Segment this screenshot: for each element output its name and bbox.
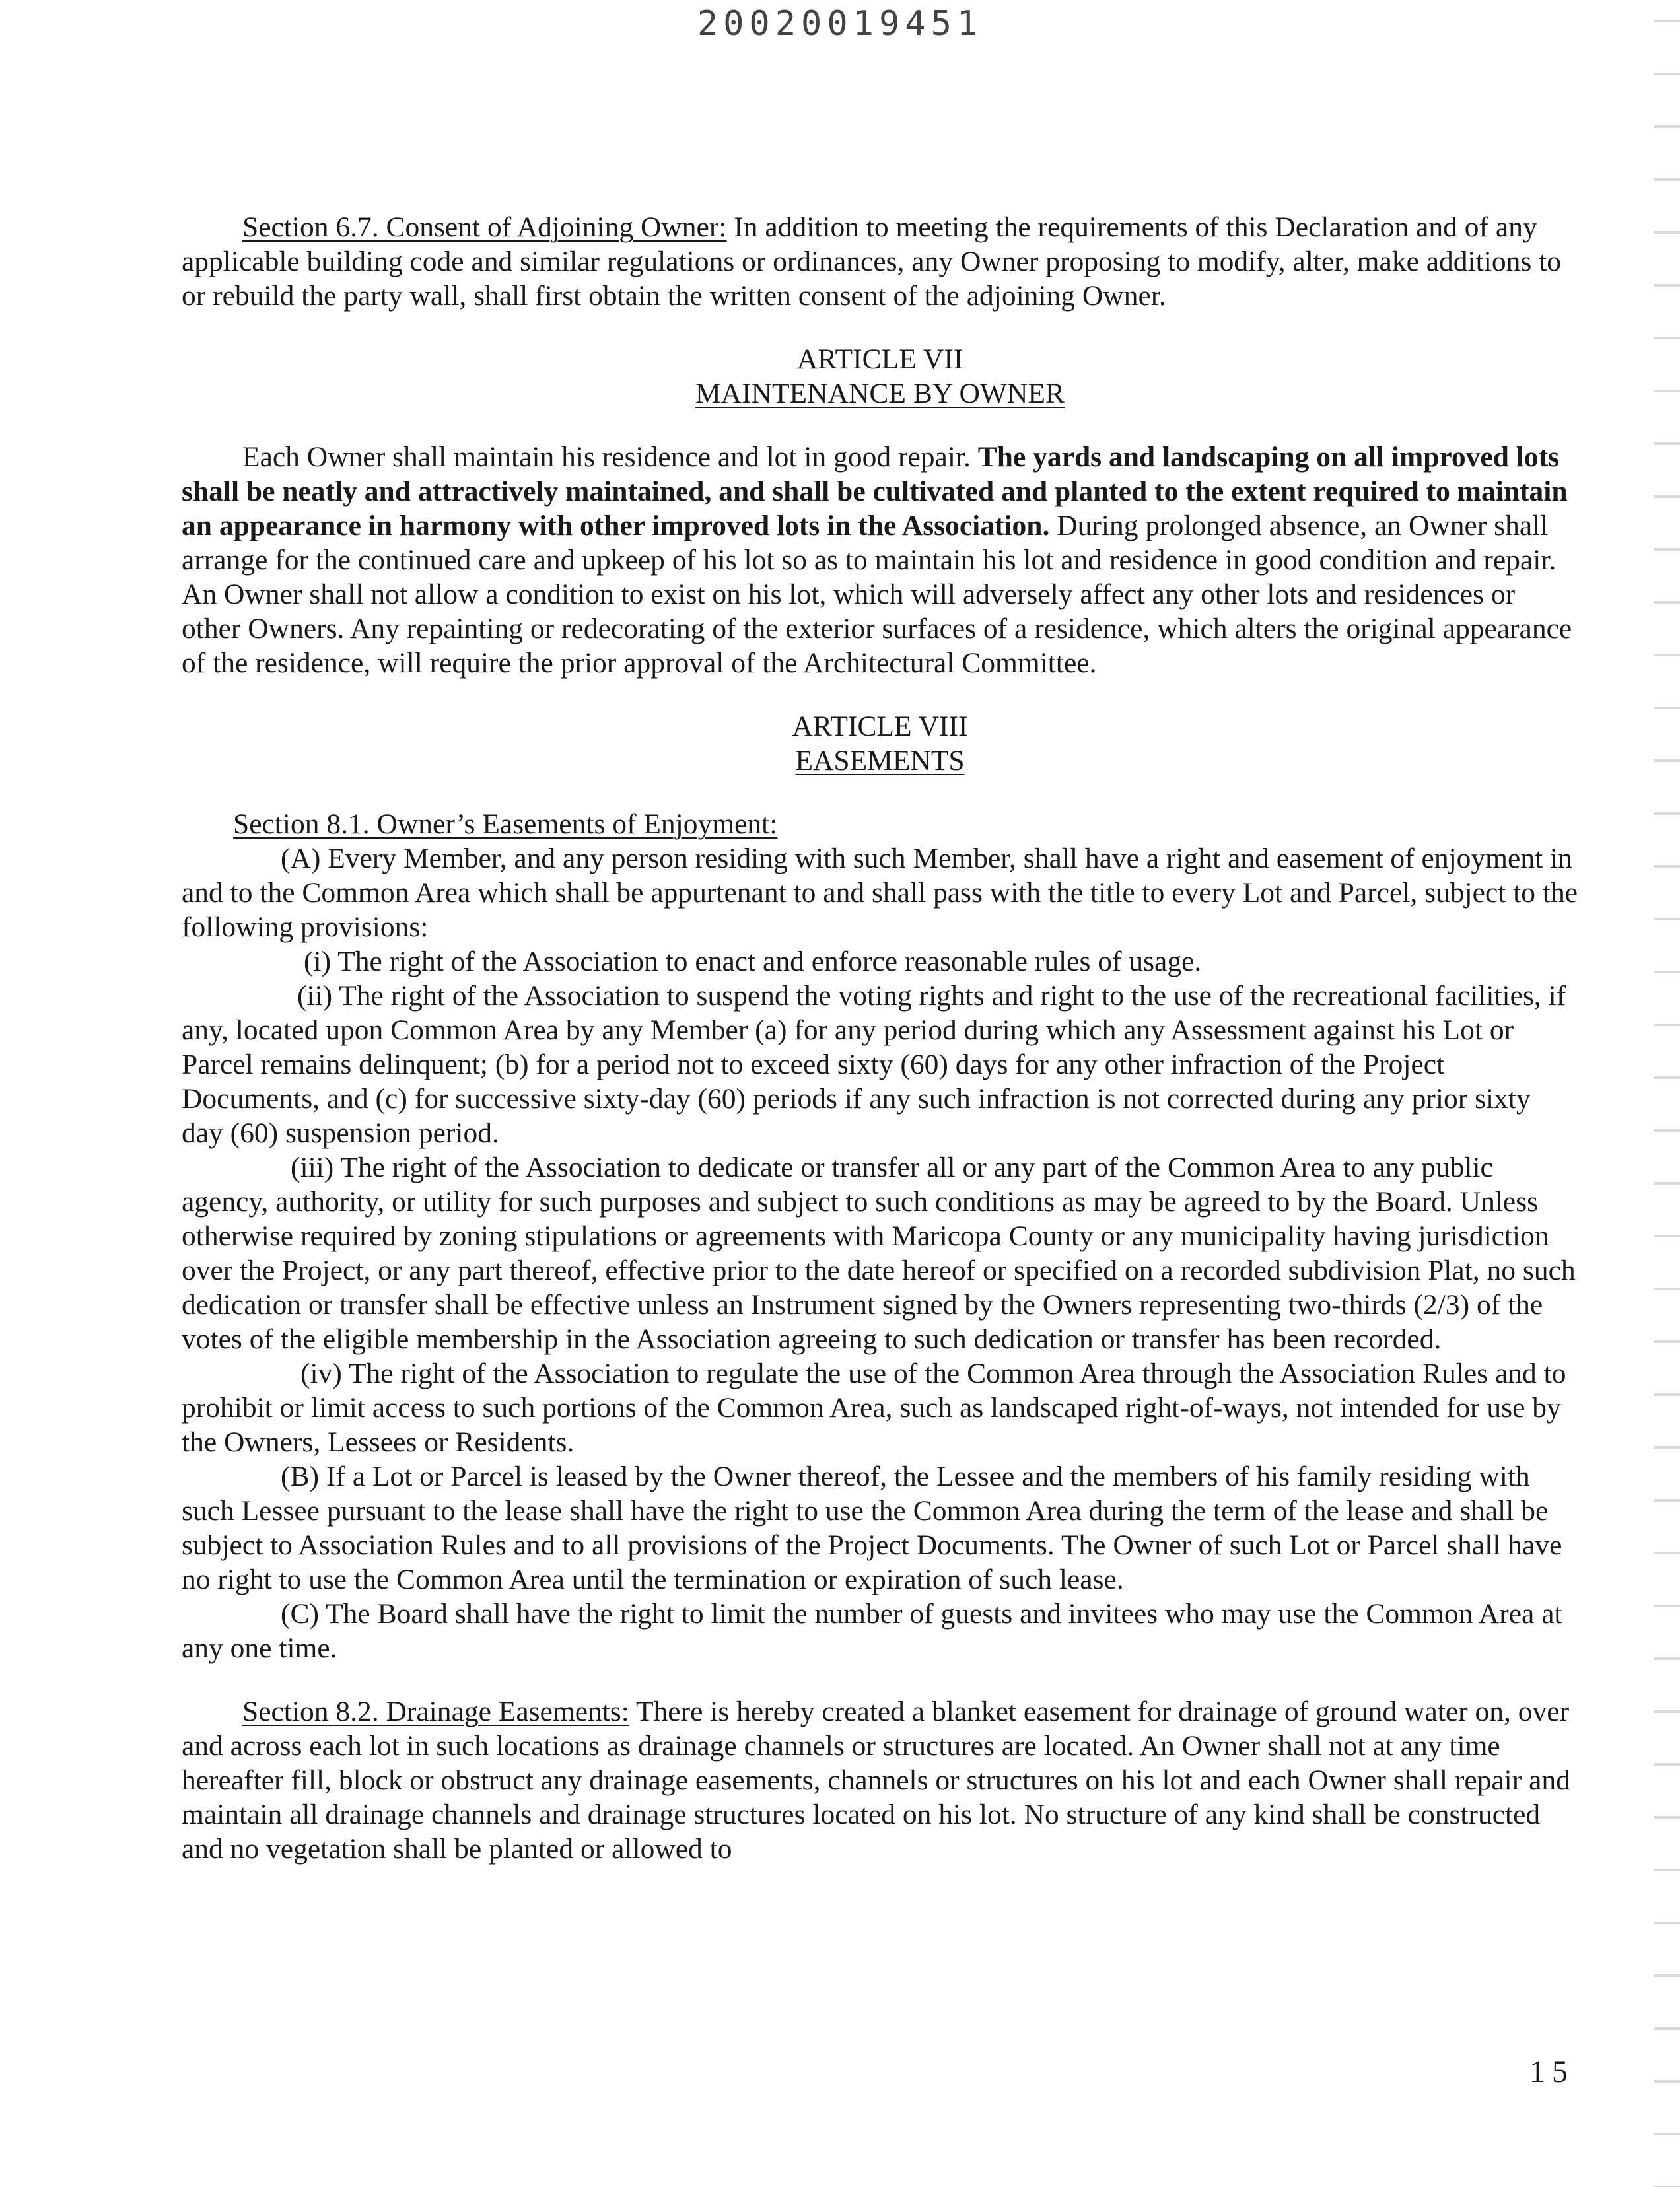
page-number: 15 — [1529, 2054, 1574, 2089]
article-7-paragraph — [182, 440, 1578, 680]
section-8-2-text: There is hereby created a blanket easement for drainage of ground water on, over and across each lot in such locations as drainage channels or structures are located. An Owner shall not at any time hereafter fill, block or obstruct any drainage easements, channels or structures on his lot and each Owner shall repair and maintain all drainage channels and drainage structures located on his lot. No structure of any kind shall be constructed and no vegetation shall be planted or allowed to — [182, 1696, 1570, 1865]
section-6-7 — [182, 210, 1578, 313]
section-8-2 — [182, 1694, 1578, 1866]
article-7-title: MAINTENANCE BY OWNER — [695, 378, 1065, 409]
section-8-1-a-i: (i) The right of the Association to enact and enforce reasonable rules of usage. — [304, 946, 1202, 977]
section-8-1-a-iv: (iv) The right of the Association to regulate the use of the Common Area through the Association Rules and to prohibit or limit access to such portions of the Common Area, such as landscaped right-of-ways, not intended for use by the Owners, Lessees or Residents. — [182, 1358, 1566, 1458]
scan-edge-marks — [1654, 0, 1680, 2187]
article-7-bold-text: The yards and landscaping on all improved lots shall be neatly and attractively maintained, and shall be cultivated and planted to the extent required to maintain an appearance in harmony with other improved lots in the Association. — [182, 441, 1568, 541]
section-8-1-heading-line — [182, 807, 1578, 841]
article-8-title: EASEMENTS — [795, 745, 965, 777]
section-8-2-heading: Section 8.2. Drainage Easements: — [242, 1696, 629, 1727]
article-7-rest: During prolonged absence, an Owner shall arrange for the continued care and upkeep of his lot so as to maintain his lot and residence in good condition and repair. An Owner shall not allow a condition to exist on his lot, which will adversely affect any other lots and residences or other Owners. Any repainting or redecorating of the exterior surfaces of a residence, which alters the original appearance of the residence, will require the prior approval of the Architectural Committee. — [182, 510, 1572, 679]
document-number: 20020019451 — [697, 4, 983, 44]
section-8-1-a: (A) Every Member, and any person residing with such Member, shall have a right and easement of enjoyment in and to the Common Area which shall be appurtenant to and shall pass with the title to every Lot and Parcel, subject to the following provisions: — [182, 843, 1578, 943]
section-6-7-heading: Section 6.7. Consent of Adjoining Owner: — [242, 211, 727, 243]
section-8-1-b: (B) If a Lot or Parcel is leased by the Owner thereof, the Lessee and the members of his family residing with such Lessee pursuant to the lease shall have the right to use the Common Area during the term of the lease and shall be subject to Association Rules and to all provisions of the Project Documents. The Owner of such Lot or Parcel shall have no right to use the Common Area until the termination or expiration of such lease. — [182, 1461, 1562, 1595]
article-7-lead: Each Owner shall maintain his residence and lot in good repair. — [242, 441, 978, 473]
section-6-7-text: In addition to meeting the requirements of this Declaration and of any applicable building code and similar regulations or ordinances, any Owner proposing to modify, alter, make additions to or rebuild the party wall, shall first obtain the written consent of the adjoining Owner. — [182, 211, 1561, 312]
article-7-number: ARTICLE VII — [796, 343, 963, 375]
article-8-heading — [182, 709, 1578, 778]
article-8-number: ARTICLE VIII — [792, 711, 968, 742]
article-7-heading — [182, 342, 1578, 411]
section-8-1-a-ii: (ii) The right of the Association to suspend the voting rights and right to the use of the recreational facilities, if any, located upon Common Area by any Member (a) for any period during which any Assessment against his Lot or Parcel remains delinquent; (b) for a period not to exceed sixty (60) days for any other infraction of the Project Documents, and (c) for successive sixty-day (60) periods if any such infraction is not corrected during any prior sixty day (60) suspension period. — [182, 980, 1566, 1149]
section-8-1-c: (C) The Board shall have the right to limit the number of guests and invitees who may use the Common Area at any one time. — [182, 1598, 1562, 1664]
section-8-1-heading: Section 8.1. Owner’s Easements of Enjoyment: — [233, 808, 778, 840]
section-8-1-a-iii: (iii) The right of the Association to dedicate or transfer all or any part of the Common Area to any public agency, authority, or utility for such purposes and subject to such conditions as may be agreed to by the Board. Unless otherwise required by zoning stipulations or agreements with Maricopa County or any municipality having jurisdiction over the Project, or any part thereof, effective prior to the date hereof or specified on a recorded subdivision Plat, no such dedication or transfer shall be effective unless an Instrument signed by the Owners representing two-thirds (2/3) of the votes of the eligible membership in the Association agreeing to such dedication or transfer has been recorded. — [182, 1152, 1576, 1355]
page-body — [182, 210, 1578, 1866]
